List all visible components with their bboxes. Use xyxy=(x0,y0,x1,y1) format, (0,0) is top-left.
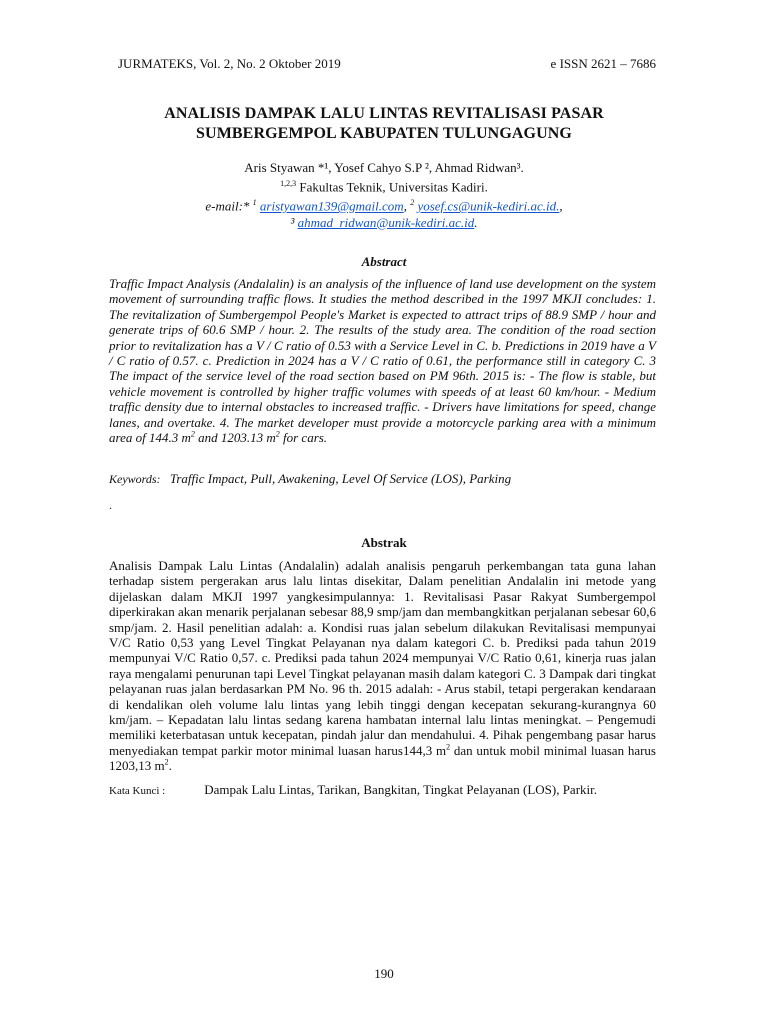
abstract-english: Traffic Impact Analysis (Andalalin) is an analysis of the influence of land use development on the system movement of surrounding traffic flows. It studies the method described in the 1997 MKJI concludes: 1. The revitalization of Sumbergempol People's Market is expected to attract trips of 88.9 SMP / hour and generate trips of 60.6 SMP / hour. 2. The results of the study area. The condition of the road section prior to revitalization has a V / C ratio of 0.53 with a Service Level in C. b. Predictions in 2019 have a V / C ratio of 0.57. c. Prediction in 2024 has a V / C ratio of 0.61, the performance still in category C. 3 The impact of the service level of the road section based on PM 96th. 2015 is: - The flow is stable, but vehicle movement is controlled by higher traffic volumes with speeds of at least 60 km/hour. - Medium traffic density due to internal obstacles to increased traffic. - Drivers have limitations for speed, change lanes, and overtake. 4. The market developer must provide a motorcycle parking area with a minimum area of 144.3 $m^2$ and 1203.13 $m^2$ for cars. xyxy=(109,276,656,446)
journal-citation: JURMATEKS, Vol. 2, No. 2 Oktober 2019 xyxy=(118,56,341,71)
email-link-1[interactable]: aristyawan139@gmail.com xyxy=(259,198,404,214)
title-line-1: ANALISIS DAMPAK LALU LINTAS REVITALISASI PASAR xyxy=(164,105,604,122)
email-link-2[interactable]: yosef.cs@unik-kediri.ac.id. xyxy=(417,198,560,214)
abstract-indonesian: Analisis Dampak Lalu Lintas (Andalalin) adalah analisis pengaruh perkembangan tata guna lahan terhadap sistem pergerakan arus lalu lintas disekitar, Dalam penelitian Andalalin ini metode yang dijelaskan dalam MKJI 1997 yangkesimpulannya: 1. Revitalisasi Pasar Rakyat Sumbergempol diperkirakan akan menarik perjalanan sebesar 88,9 smp/jam dan membangkitkan perjalanan sebesar 60,6 smp/jam. 2. Hasil penelitian adalah: a. Kondisi ruas jalan sebelum dilakukan Revitalisasi mempunyai V/C Ratio 0,53 yang Level Tingkat Pelayanan nya dalam kategori C. b. Prediksi pada tahun 2019 mempunyai V/C Ratio 0,57. c. Prediksi pada tahun 2024 mempunyai V/C Ratio 0,61, kinerja ruas jalan raya mengalami penurunan tapi Level Tingkat pelayanan masih dalam kategori C. 3 Dampak dari tingkat pelayanan ruas jalan berdasarkan PM No. 96 th. 2015 adalah: - Arus stabil, tetapi pergerakan kendaraan di kendalikan oleh volume lalu lintas yang lebih tinggi dengan kecepatan sekurang-kurangnya 60 km/jam. – Kepadatan lalu lintas sedang karena hambatan internal lalu lintas meningkat. – Pengemudi memiliki keterbatasan untuk kecepatan, pindah jalur dan mendahului. 4. Pihak pengembang pasar harus menyediakan tempat parkir motor minimal luasan harus144,3 $m^2$ dan untuk mobil minimal luasan harus 1203,13 $m^2$. xyxy=(109,558,656,774)
kata-kunci-label: Kata Kunci : xyxy=(109,785,166,797)
author-names: Aris Styawan *¹, Yosef Cahyo S.P ², Ahmad Ridwan³. xyxy=(244,160,524,175)
keywords-indonesian xyxy=(109,782,669,798)
title-line-2: SUMBERGEMPOL KABUPATEN TULUNGAGUNG xyxy=(196,125,572,142)
keywords-label: Keywords: xyxy=(109,472,161,486)
paper-title xyxy=(100,104,668,144)
email-link-3[interactable]: ahmad_ridwan@unik-kediri.ac.id xyxy=(297,214,475,230)
affiliation: $^{1,2,3}$ Fakultas Teknik, Universitas Kadiri. xyxy=(280,179,488,195)
author-block xyxy=(100,160,668,231)
kata-kunci-value: Dampak Lalu Lintas, Tarikan, Bangkitan, Tingkat Pelayanan (LOS), Parkir. xyxy=(204,782,598,797)
issn: e ISSN 2621 – 7686 xyxy=(550,56,656,71)
stray-period: . xyxy=(109,498,112,512)
email-line-2: ³ ahmad_ridwan@unik-kediri.ac.id. xyxy=(290,214,478,230)
keywords-english xyxy=(109,471,669,487)
email-line-1: e-mail:* $^1$ aristyawan139@gmail.com, $^2$ yosef.cs@unik-kediri.ac.id., xyxy=(205,198,563,214)
running-header xyxy=(118,56,656,76)
abstract-heading: Abstract xyxy=(361,254,407,269)
page-number: 190 xyxy=(374,966,394,981)
abstrak-heading: Abstrak xyxy=(361,535,407,550)
keywords-value: Traffic Impact, Pull, Awakening, Level Of Service (LOS), Parking xyxy=(169,471,512,486)
